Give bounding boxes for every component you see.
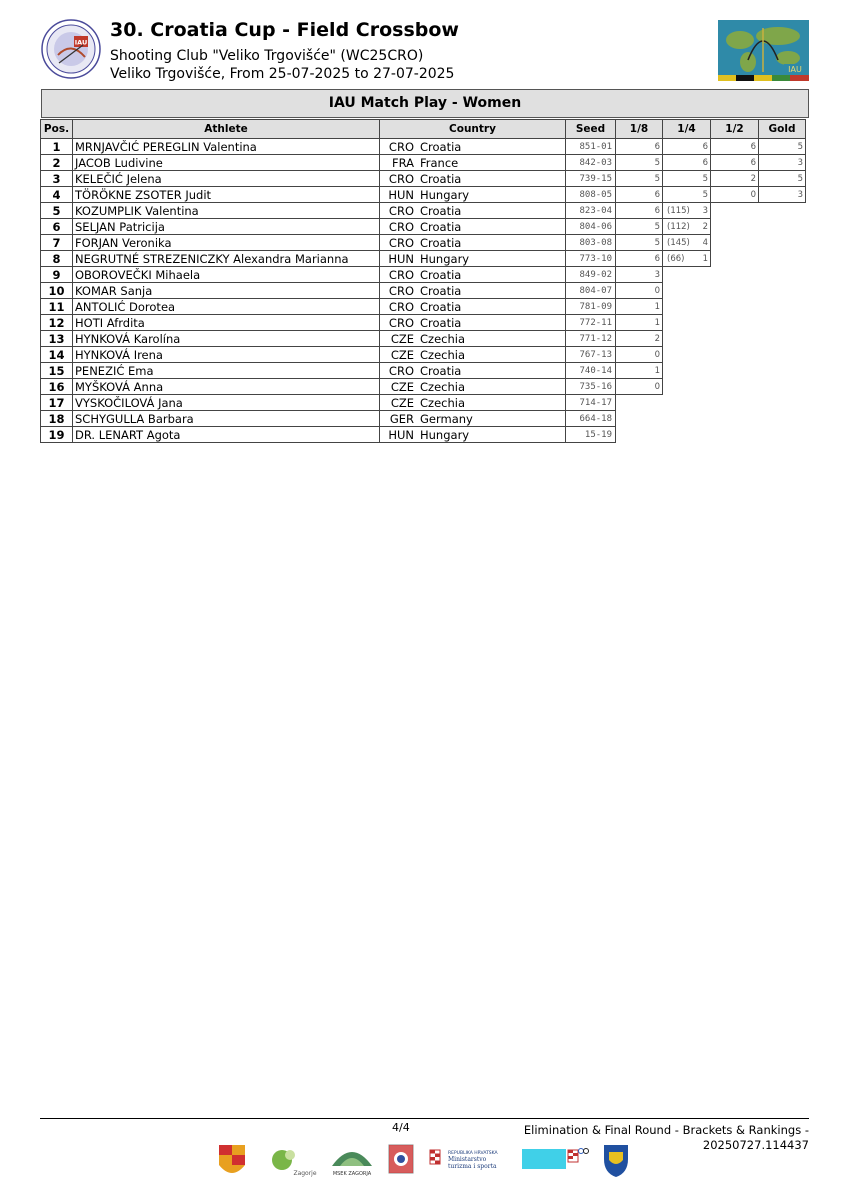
country-code: CZE <box>390 379 414 394</box>
table-row <box>41 155 806 171</box>
score-cell-gold <box>759 155 806 171</box>
country-code: HUN <box>388 251 414 266</box>
match-score: 6 <box>702 141 708 152</box>
report-name: Elimination & Final Round - Brackets & Rankings - <box>523 1123 809 1137</box>
empty-cell <box>711 347 759 363</box>
table-row <box>41 299 806 315</box>
empty-cell <box>663 331 711 347</box>
empty-cell <box>759 347 806 363</box>
position-cell: 13 <box>41 331 73 347</box>
empty-cell <box>711 363 759 379</box>
match-score: 1 <box>654 317 660 328</box>
match-score: 5 <box>654 221 660 232</box>
empty-cell <box>759 251 806 267</box>
empty-cell <box>759 395 806 411</box>
position-cell: 5 <box>41 203 73 219</box>
match-score: 6 <box>654 141 660 152</box>
table-row <box>41 363 806 379</box>
country-code: CZE <box>390 331 414 346</box>
country-cell <box>380 395 566 411</box>
position-cell: 7 <box>41 235 73 251</box>
empty-cell <box>711 379 759 395</box>
match-score: 3 <box>797 189 803 200</box>
empty-cell <box>616 411 663 427</box>
position-cell: 3 <box>41 171 73 187</box>
position-cell: 12 <box>41 315 73 331</box>
country-cell <box>380 267 566 283</box>
country-name: Hungary <box>420 251 470 266</box>
sponsor-logos <box>0 1142 849 1182</box>
athlete-name-cell: OBOROVEČKI Mihaela <box>73 267 380 283</box>
empty-cell <box>759 267 806 283</box>
match-score: 6 <box>654 253 660 264</box>
country-code: CRO <box>388 299 414 314</box>
tiebreak-score: (66) <box>667 253 685 264</box>
table-header-row <box>41 120 806 139</box>
country-name: Czechia <box>420 331 465 346</box>
town-coat-of-arms-icon <box>604 1145 628 1177</box>
match-score: 1 <box>654 301 660 312</box>
zagorje-logo-icon <box>272 1150 317 1177</box>
empty-cell <box>711 395 759 411</box>
empty-cell <box>663 315 711 331</box>
iau-globe-logo <box>718 20 809 81</box>
score-cell-r4 <box>663 187 711 203</box>
seed-cell: 781-09 <box>566 299 616 315</box>
empty-cell <box>759 235 806 251</box>
empty-cell <box>663 411 711 427</box>
country-cell <box>380 283 566 299</box>
position-cell: 6 <box>41 219 73 235</box>
empty-cell <box>616 395 663 411</box>
country-code: HUN <box>388 187 414 202</box>
athlete-name-cell: SELJAN Patricija <box>73 219 380 235</box>
position-cell: 11 <box>41 299 73 315</box>
match-score: 5 <box>654 157 660 168</box>
empty-cell <box>711 331 759 347</box>
table-row <box>41 267 806 283</box>
col-round-1-2: 1/2 <box>711 120 759 139</box>
score-cell-r8 <box>616 315 663 331</box>
score-cell-r2 <box>711 171 759 187</box>
seed-cell: 803-08 <box>566 235 616 251</box>
empty-cell <box>759 315 806 331</box>
match-score: 1 <box>654 365 660 376</box>
table-row <box>41 315 806 331</box>
empty-cell <box>759 411 806 427</box>
svg-text:REPUBLIKA HRVATSKA: REPUBLIKA HRVATSKA <box>448 1151 498 1156</box>
score-cell-r4 <box>663 139 711 155</box>
country-code: CRO <box>388 363 414 378</box>
match-score: 3 <box>702 205 708 216</box>
athlete-name-cell: TÖRÖKNE ZSOTER Judit <box>73 187 380 203</box>
score-cell-r2 <box>711 187 759 203</box>
county-coat-of-arms-icon <box>219 1145 245 1173</box>
score-cell-r4 <box>663 235 711 251</box>
country-code: CRO <box>388 283 414 298</box>
athlete-name-cell: MYŠKOVÁ Anna <box>73 379 380 395</box>
country-name: Czechia <box>420 379 465 394</box>
match-score: 2 <box>654 333 660 344</box>
country-code: CRO <box>388 235 414 250</box>
seed-cell: 808-05 <box>566 187 616 203</box>
score-cell-r2 <box>711 139 759 155</box>
svg-text:MSEK ZAGORJA: MSEK ZAGORJA <box>332 1171 372 1177</box>
empty-cell <box>711 411 759 427</box>
location-dates-line: Veliko Trgovišće, From 25-07-2025 to 27-07-2025 <box>110 66 455 82</box>
seed-cell: 735-16 <box>566 379 616 395</box>
country-name: Croatia <box>420 283 462 298</box>
athlete-name-cell: JACOB Ludivine <box>73 155 380 171</box>
athlete-name-cell: HOTI Afrdita <box>73 315 380 331</box>
seed-cell: 664-18 <box>566 411 616 427</box>
country-name: Czechia <box>420 395 465 410</box>
country-name: Croatia <box>420 267 462 282</box>
svg-text:IAU: IAU <box>788 65 802 74</box>
table-row <box>41 219 806 235</box>
match-score: 0 <box>654 349 660 360</box>
table-row <box>41 171 806 187</box>
athlete-name-cell: KOMAR Sanja <box>73 283 380 299</box>
athlete-name-cell: PENEZIĆ Ema <box>73 363 380 379</box>
seed-cell: 842-03 <box>566 155 616 171</box>
section-banner: IAU Match Play - Women <box>41 89 809 118</box>
empty-cell <box>759 427 806 443</box>
seed-cell: 767-13 <box>566 347 616 363</box>
empty-cell <box>759 363 806 379</box>
table-row <box>41 427 806 443</box>
score-cell-r4 <box>663 171 711 187</box>
match-score: 5 <box>797 141 803 152</box>
position-cell: 4 <box>41 187 73 203</box>
score-cell-r4 <box>663 155 711 171</box>
match-score: 5 <box>797 173 803 184</box>
table-row <box>41 395 806 411</box>
match-score: 0 <box>750 189 756 200</box>
page-number: 4/4 <box>392 1121 410 1134</box>
empty-cell <box>711 203 759 219</box>
empty-cell <box>759 379 806 395</box>
country-cell <box>380 251 566 267</box>
country-cell <box>380 315 566 331</box>
position-cell: 8 <box>41 251 73 267</box>
footer-divider <box>40 1118 809 1119</box>
athlete-name-cell: ANTOLIĆ Dorotea <box>73 299 380 315</box>
match-score: 2 <box>702 221 708 232</box>
empty-cell <box>759 203 806 219</box>
empty-cell <box>663 283 711 299</box>
country-name: Croatia <box>420 299 462 314</box>
seed-cell: 740-14 <box>566 363 616 379</box>
table-row <box>41 235 806 251</box>
empty-cell <box>663 347 711 363</box>
country-code: CZE <box>390 347 414 362</box>
score-cell-r4 <box>663 219 711 235</box>
country-cell <box>380 155 566 171</box>
score-cell-r8 <box>616 203 663 219</box>
svg-text:Zagorje: Zagorje <box>293 1170 317 1177</box>
table-row <box>41 379 806 395</box>
athlete-name-cell: DR. LENART Agota <box>73 427 380 443</box>
country-name: France <box>420 155 459 170</box>
country-name: Croatia <box>420 235 462 250</box>
match-score: 1 <box>702 253 708 264</box>
seed-cell: 714-17 <box>566 395 616 411</box>
match-score: 0 <box>654 285 660 296</box>
empty-cell <box>759 299 806 315</box>
seed-cell: 771-12 <box>566 331 616 347</box>
seed-cell: 804-07 <box>566 283 616 299</box>
page-title: 30. Croatia Cup - Field Crossbow <box>110 19 459 41</box>
empty-cell <box>711 219 759 235</box>
tiebreak-score: (145) <box>667 237 690 248</box>
athlete-name-cell: FORJAN Veronika <box>73 235 380 251</box>
country-name: Croatia <box>420 363 462 378</box>
score-cell-r8 <box>616 171 663 187</box>
country-cell <box>380 347 566 363</box>
empty-cell <box>711 235 759 251</box>
svg-text:turizma i sporta: turizma i sporta <box>448 1163 497 1170</box>
match-score: 6 <box>750 157 756 168</box>
athlete-name-cell: HYNKOVÁ Karolína <box>73 331 380 347</box>
athlete-name-cell: SCHYGULLA Barbara <box>73 411 380 427</box>
country-name: Croatia <box>420 203 462 218</box>
col-pos: Pos. <box>41 120 73 139</box>
table-row <box>41 347 806 363</box>
table-row <box>41 187 806 203</box>
match-score: 5 <box>654 237 660 248</box>
col-round-1-4: 1/4 <box>663 120 711 139</box>
country-name: Croatia <box>420 219 462 234</box>
country-cell <box>380 411 566 427</box>
country-cell <box>380 379 566 395</box>
country-cell <box>380 235 566 251</box>
country-cell <box>380 363 566 379</box>
table-row <box>41 411 806 427</box>
tiebreak-score: (112) <box>667 221 690 232</box>
match-score: 5 <box>702 173 708 184</box>
organizer-line: Shooting Club "Veliko Trgovišće" (WC25CRO) <box>110 48 424 64</box>
position-cell: 19 <box>41 427 73 443</box>
country-name: Czechia <box>420 347 465 362</box>
empty-cell <box>711 267 759 283</box>
score-cell-r8 <box>616 283 663 299</box>
results-table <box>40 119 806 443</box>
match-score: 6 <box>750 141 756 152</box>
seed-cell: 739-15 <box>566 171 616 187</box>
seed-cell: 773-10 <box>566 251 616 267</box>
position-cell: 17 <box>41 395 73 411</box>
svg-text:IAU: IAU <box>74 38 88 47</box>
empty-cell <box>759 331 806 347</box>
empty-cell <box>663 379 711 395</box>
country-code: HUN <box>388 427 414 442</box>
country-code: FRA <box>391 155 414 170</box>
position-cell: 16 <box>41 379 73 395</box>
match-score: 3 <box>654 269 660 280</box>
empty-cell <box>663 395 711 411</box>
country-cell <box>380 219 566 235</box>
empty-cell <box>711 315 759 331</box>
country-code: CZE <box>390 395 414 410</box>
country-name: Croatia <box>420 171 462 186</box>
country-code: GER <box>389 411 414 426</box>
country-name: Croatia <box>420 315 462 330</box>
score-cell-r8 <box>616 363 663 379</box>
msek-zagorja-logo-icon <box>332 1152 372 1177</box>
match-score: 6 <box>702 157 708 168</box>
match-score: 6 <box>654 205 660 216</box>
federation-seal-logo <box>41 19 101 79</box>
table-row <box>41 203 806 219</box>
country-cell <box>380 171 566 187</box>
country-name: Hungary <box>420 187 470 202</box>
seed-cell: 851-01 <box>566 139 616 155</box>
tiebreak-score: (115) <box>667 205 690 216</box>
score-cell-r4 <box>663 251 711 267</box>
empty-cell <box>711 427 759 443</box>
empty-cell <box>759 283 806 299</box>
score-cell-r8 <box>616 251 663 267</box>
empty-cell <box>759 219 806 235</box>
athlete-name-cell: KELEČIĆ Jelena <box>73 171 380 187</box>
position-cell: 15 <box>41 363 73 379</box>
score-cell-gold <box>759 139 806 155</box>
score-cell-r4 <box>663 203 711 219</box>
country-code: CRO <box>388 267 414 282</box>
athlete-name-cell: VYSKOČILOVÁ Jana <box>73 395 380 411</box>
country-code: CRO <box>388 219 414 234</box>
col-athlete: Athlete <box>73 120 380 139</box>
club-shield-icon <box>389 1145 413 1173</box>
country-name: Croatia <box>420 139 462 154</box>
position-cell: 9 <box>41 267 73 283</box>
score-cell-r8 <box>616 139 663 155</box>
country-cell <box>380 427 566 443</box>
table-row <box>41 331 806 347</box>
match-score: 5 <box>654 173 660 184</box>
match-score: 4 <box>702 237 708 248</box>
match-score: 2 <box>750 173 756 184</box>
seed-cell: 15-19 <box>566 427 616 443</box>
match-score: 6 <box>654 189 660 200</box>
athlete-name-cell: HYNKOVÁ Irena <box>73 347 380 363</box>
svg-text:Ministarstvo: Ministarstvo <box>448 1156 487 1163</box>
table-row <box>41 251 806 267</box>
score-cell-r2 <box>711 155 759 171</box>
country-name: Hungary <box>420 427 470 442</box>
col-gold: Gold <box>759 120 806 139</box>
olympic-committee-logo-icon <box>522 1149 589 1170</box>
position-cell: 10 <box>41 283 73 299</box>
score-cell-r8 <box>616 267 663 283</box>
table-row <box>41 139 806 155</box>
country-cell <box>380 187 566 203</box>
score-cell-r8 <box>616 347 663 363</box>
score-cell-r8 <box>616 187 663 203</box>
country-code: CRO <box>388 315 414 330</box>
empty-cell <box>711 299 759 315</box>
match-score: 3 <box>797 157 803 168</box>
empty-cell <box>663 363 711 379</box>
col-country: Country <box>380 120 566 139</box>
position-cell: 1 <box>41 139 73 155</box>
report-timestamp: 20250727.114437 <box>702 1138 809 1152</box>
empty-cell <box>711 251 759 267</box>
athlete-name-cell: MRNJAVČIĆ PEREGLIN Valentina <box>73 139 380 155</box>
seed-cell: 804-06 <box>566 219 616 235</box>
country-cell <box>380 139 566 155</box>
empty-cell <box>663 299 711 315</box>
empty-cell <box>616 427 663 443</box>
score-cell-r8 <box>616 331 663 347</box>
country-code: CRO <box>388 171 414 186</box>
country-cell <box>380 331 566 347</box>
country-code: CRO <box>388 139 414 154</box>
country-cell <box>380 299 566 315</box>
col-round-1-8: 1/8 <box>616 120 663 139</box>
score-cell-r8 <box>616 155 663 171</box>
col-seed: Seed <box>566 120 616 139</box>
seed-cell: 772-11 <box>566 315 616 331</box>
seed-cell: 823-04 <box>566 203 616 219</box>
match-score: 0 <box>654 381 660 392</box>
score-cell-r8 <box>616 379 663 395</box>
seed-cell: 849-02 <box>566 267 616 283</box>
table-row <box>41 283 806 299</box>
athlete-name-cell: NEGRUTNÉ STREZENICZKY Alexandra Marianna <box>73 251 380 267</box>
position-cell: 2 <box>41 155 73 171</box>
match-score: 5 <box>702 189 708 200</box>
athlete-name-cell: KOZUMPLIK Valentina <box>73 203 380 219</box>
empty-cell <box>663 267 711 283</box>
score-cell-gold <box>759 171 806 187</box>
score-cell-r8 <box>616 299 663 315</box>
empty-cell <box>711 283 759 299</box>
score-cell-r8 <box>616 235 663 251</box>
country-cell <box>380 203 566 219</box>
empty-cell <box>663 427 711 443</box>
score-cell-gold <box>759 187 806 203</box>
ministry-logo-icon <box>430 1150 499 1170</box>
country-code: CRO <box>388 203 414 218</box>
position-cell: 14 <box>41 347 73 363</box>
country-name: Germany <box>420 411 473 426</box>
score-cell-r8 <box>616 219 663 235</box>
position-cell: 18 <box>41 411 73 427</box>
